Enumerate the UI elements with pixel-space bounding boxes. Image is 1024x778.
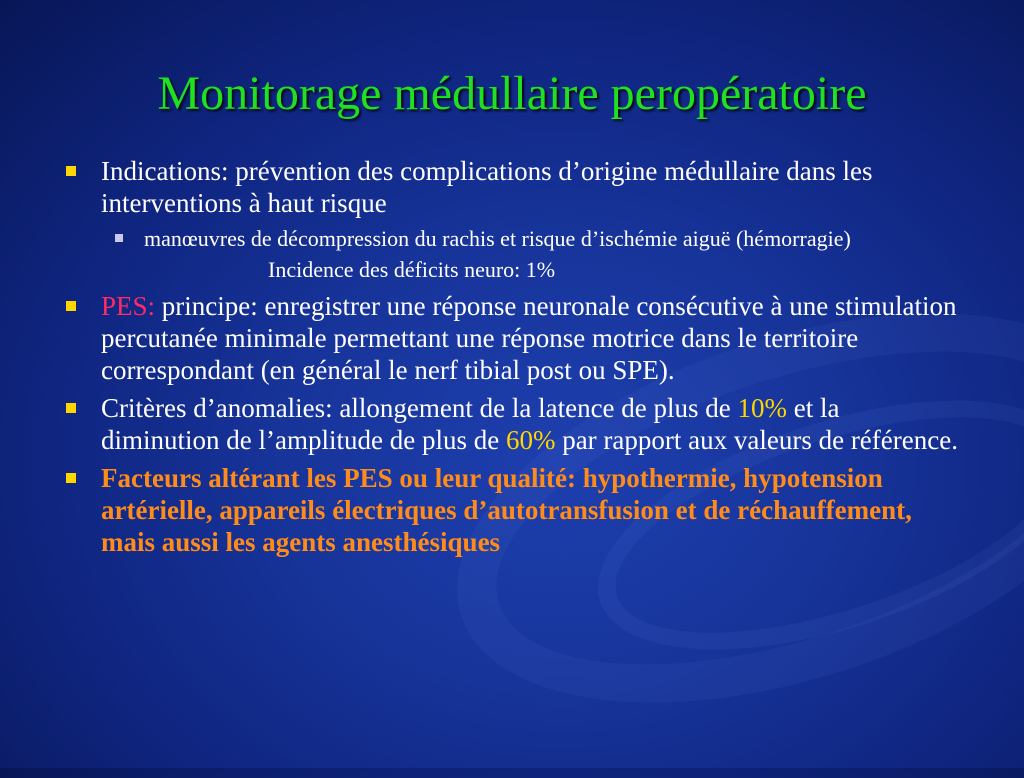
bullet-anomaly-criteria: [64, 392, 964, 456]
sub-bullet-manoeuvres-text: manœuvres de décompression du rachis et risque d’ischémie aiguë (hémorragie): [144, 226, 851, 251]
square-bullet-icon: [66, 403, 76, 413]
pes-label: PES:: [101, 291, 156, 321]
bullet-pes-text: principe: enregistrer une réponse neuronale consécutive à une stimulation percutanée minimale permettant une réponse motrice dans le territoire correspondant (en général le nerf tibial post ou SPE).: [101, 291, 957, 385]
square-bullet-icon: [66, 166, 76, 176]
bullet-pes-principle: [64, 290, 964, 386]
square-sub-bullet-icon: [115, 234, 123, 242]
criteria-text-2: et la diminution de l’amplitude de plus de: [101, 393, 840, 455]
amplitude-percent: 60%: [505, 425, 556, 455]
sub-bullet-manoeuvres: [110, 225, 964, 252]
square-bullet-icon: [66, 473, 76, 483]
criteria-text-1: Critères d’anomalies: allongement de la latence de plus de: [101, 393, 738, 423]
bullet-altering-factors: [64, 462, 964, 558]
slide-title: Monitorage médullaire peropératoire: [157, 67, 867, 120]
bullet-factors-text: Facteurs altérant les PES ou leur qualité: hypothermie, hypotension artérielle, appareils électriques d’autotransfusion et de réchauffement, mais aussi les agents anesthésiques: [101, 463, 912, 557]
incidence-line: Incidence des déficits neuro: 1%: [268, 257, 556, 282]
bullet-indications: [64, 155, 964, 219]
slide-content: [64, 155, 964, 564]
latency-percent: 10%: [737, 393, 788, 423]
bullet-indications-text: Indications: prévention des complications d’origine médullaire dans les interventions à haut risque: [101, 156, 873, 218]
square-bullet-icon: [66, 301, 76, 311]
criteria-text-3: par rapport aux valeurs de référence.: [555, 425, 958, 455]
